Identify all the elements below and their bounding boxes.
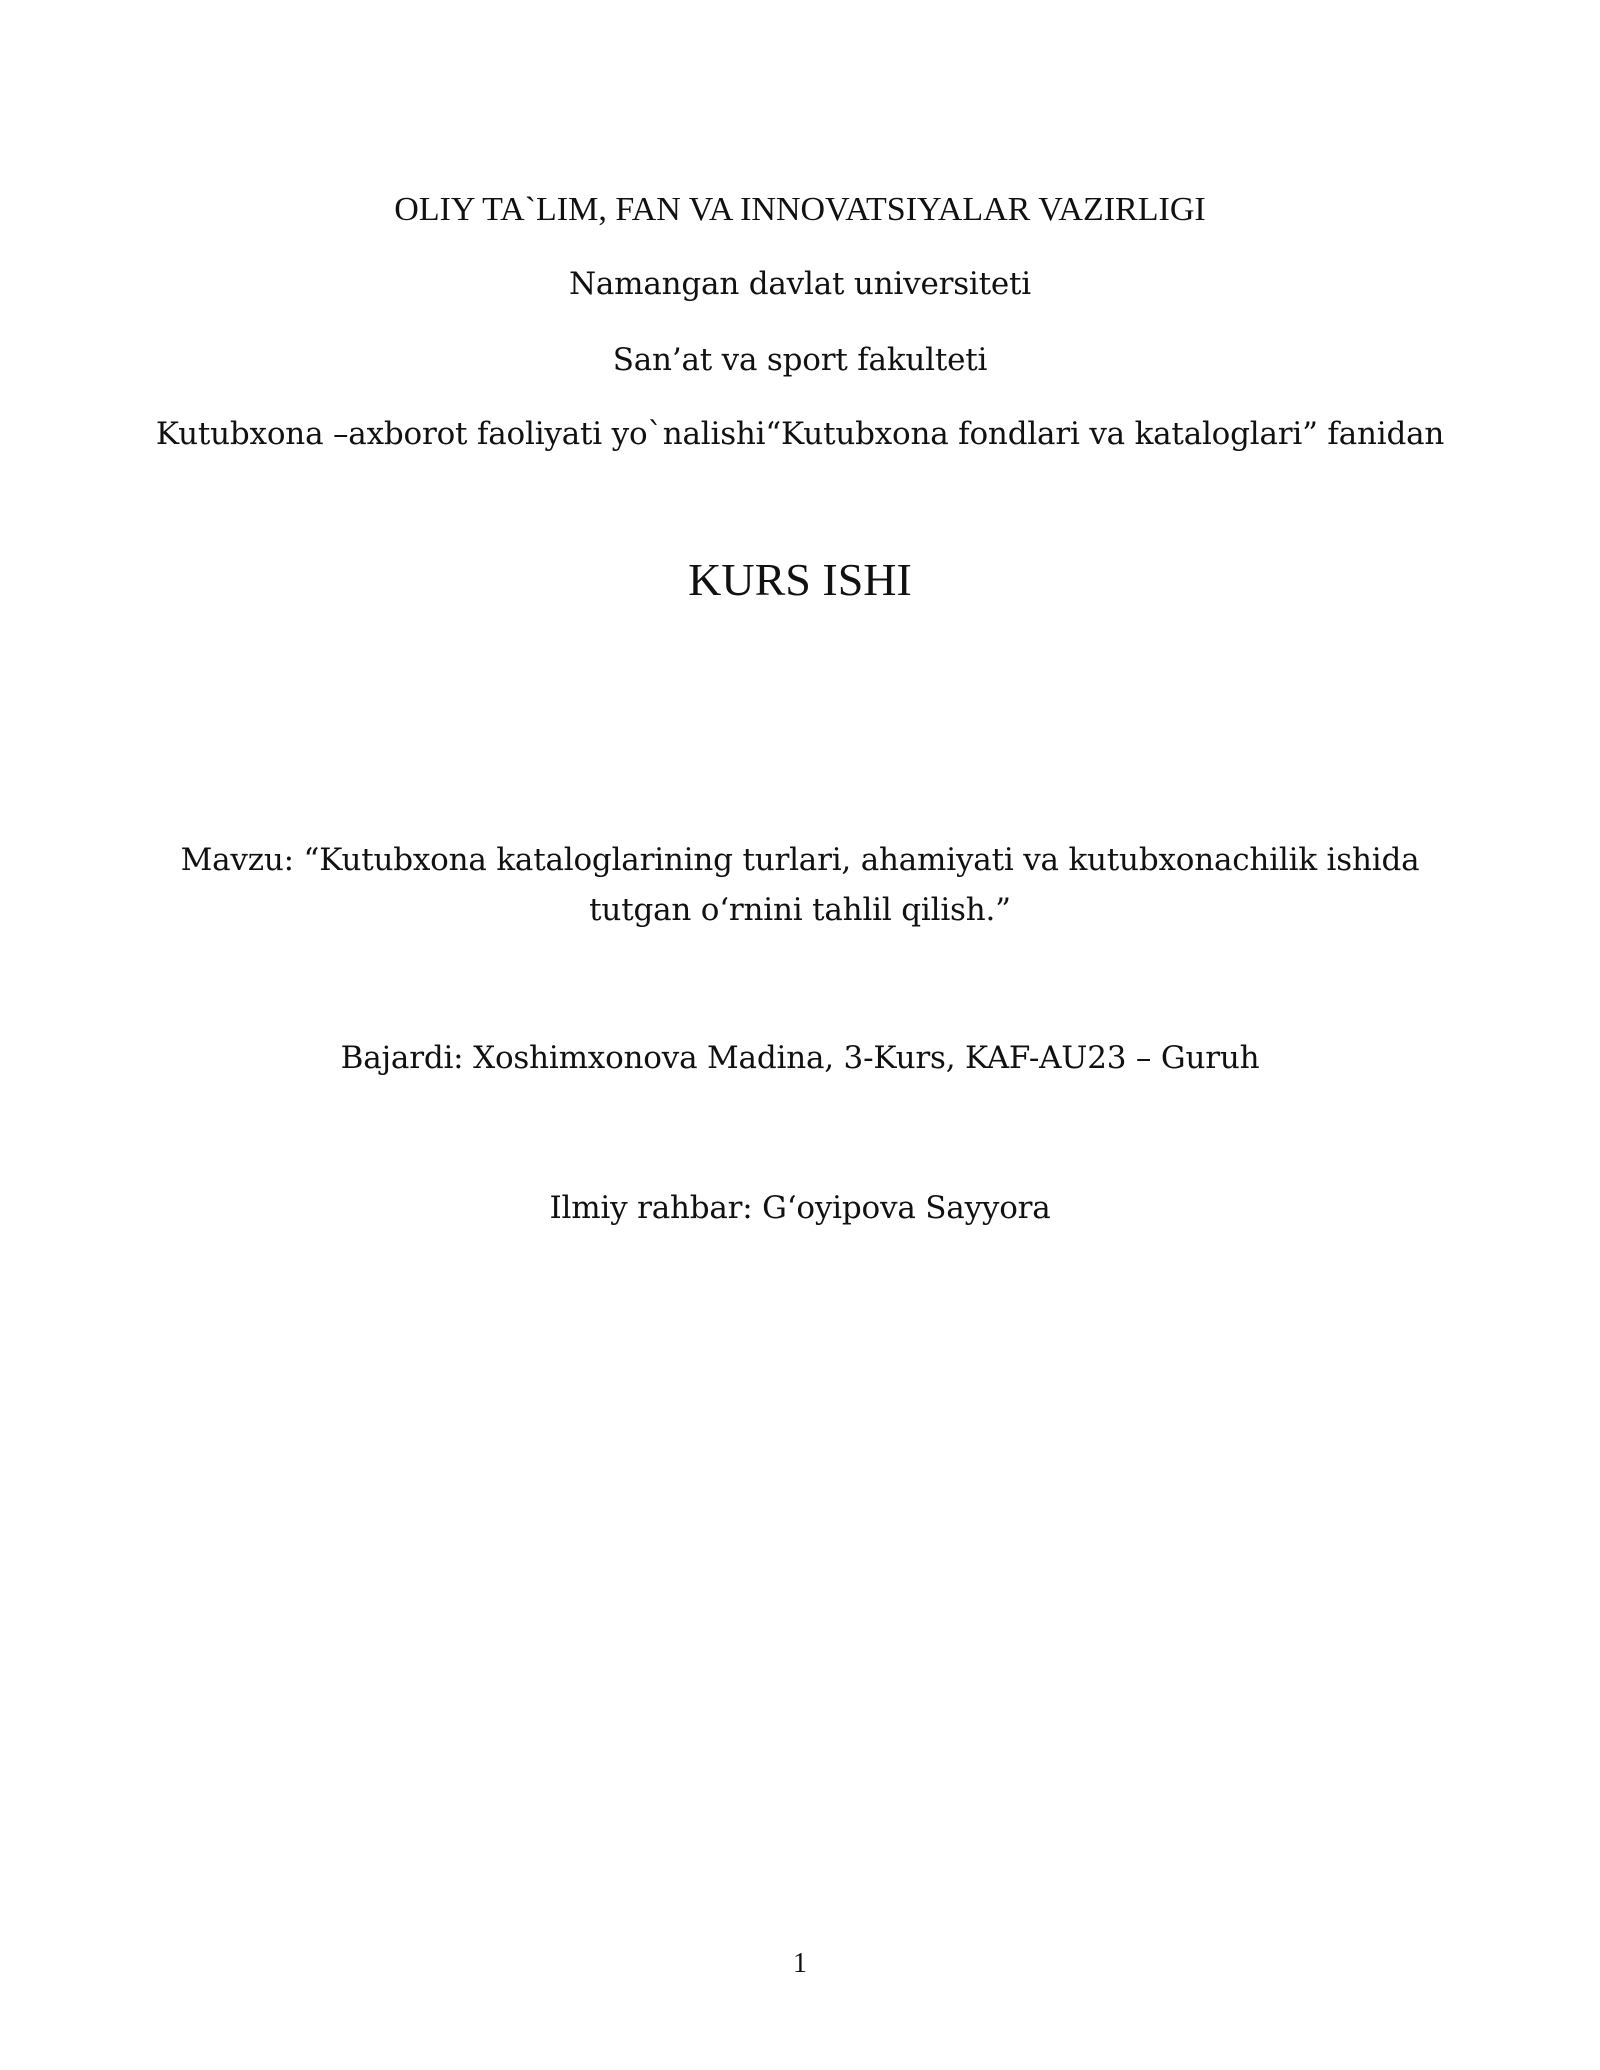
- performed-by: Bajardi: Xoshimxonova Madina, 3-Kurs, KAF-AU23 – Guruh: [340, 1040, 1260, 1076]
- work-type-title: KURS ISHI: [688, 554, 912, 605]
- ministry-title: OLIY TA`LIM, FAN VA INNOVATSIYALAR VAZIRLIGI: [394, 191, 1206, 228]
- faculty-name: San’at va sport fakulteti: [612, 342, 988, 378]
- university-name: Namangan davlat universiteti: [568, 266, 1032, 302]
- page-number: 1: [793, 1948, 807, 1979]
- topic-line-2: tutgan o‘rnini tahlil qilish.”: [589, 892, 1011, 928]
- supervisor: Ilmiy rahbar: G‘oyipova Sayyora: [549, 1190, 1051, 1226]
- topic-line-1: Mavzu: “Kutubxona kataloglarining turlari, ahamiyati va kutubxonachilik ishida: [180, 842, 1420, 878]
- course-direction: Kutubxona –axborot faoliyati yo`nalishi“Kutubxona fondlari va kataloglari” fanidan: [155, 416, 1445, 452]
